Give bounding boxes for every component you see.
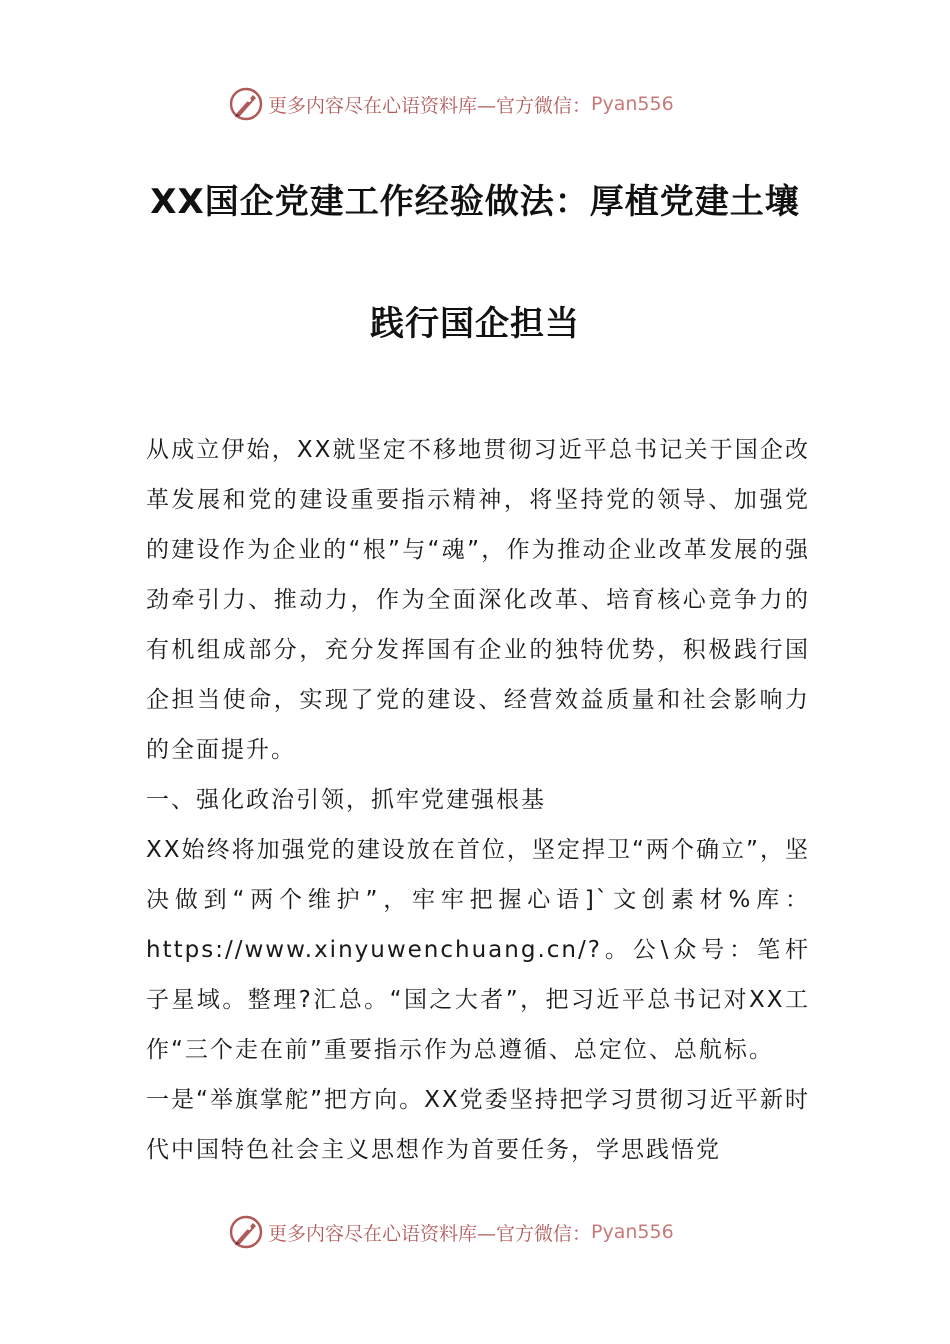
pen-logo-icon bbox=[228, 1214, 264, 1250]
header-wechat-id: Pyan556 bbox=[591, 93, 674, 115]
header-banner-text: 更多内容尽在心语资料库—官方微信： bbox=[268, 94, 592, 117]
pen-logo-icon bbox=[228, 86, 264, 122]
document-body bbox=[146, 425, 810, 1175]
intro-paragraph: 从成立伊始，XX就坚定不移地贯彻习近平总书记关于国企改革发展和党的建设重要指示精神，将坚持党的领导、加强党的建设作为企业的“根”与“魂”，作为推动企业改革发展的强劲牵引力、推动力，作为全面深化改革、培育核心竞争力的有机组成部分，充分发挥国有企业的独特优势，积极践行国企担当使命，实现了党的建设、经营效益质量和社会影响力的全面提升。 bbox=[146, 437, 810, 763]
footer-banner-text: 更多内容尽在心语资料库—官方微信： bbox=[268, 1222, 592, 1245]
document-title-line-2: 践行国企担当 bbox=[370, 304, 580, 344]
header-watermark-banner bbox=[228, 84, 728, 124]
body-paragraph: 一是“举旗掌舵”把方向。XX党委坚持把学习贯彻习近平新时代中国特色社会主义思想作为首要任务，学思践悟党 bbox=[146, 1087, 810, 1163]
footer-wechat-id: Pyan556 bbox=[591, 1221, 674, 1243]
section-heading-1: 一、强化政治引领，抓牢党建强根基 bbox=[146, 787, 546, 813]
document-title-line-1: XX国企党建工作经验做法：厚植党建土壤 bbox=[150, 182, 800, 222]
footer-watermark-banner bbox=[228, 1212, 728, 1252]
body-paragraph: XX始终将加强党的建设放在首位，坚定捍卫“两个确立”，坚决做到“两个维护”，牢牢把握心语]`文创素材%库：https://www.xinyuwenchuang.cn/?。公\众号：笔杆子星域。整理?汇总。“国之大者”，把习近平总书记对XX工作“三个走在前”重要指示作为总遵循、总定位、总航标。 bbox=[146, 837, 810, 1063]
